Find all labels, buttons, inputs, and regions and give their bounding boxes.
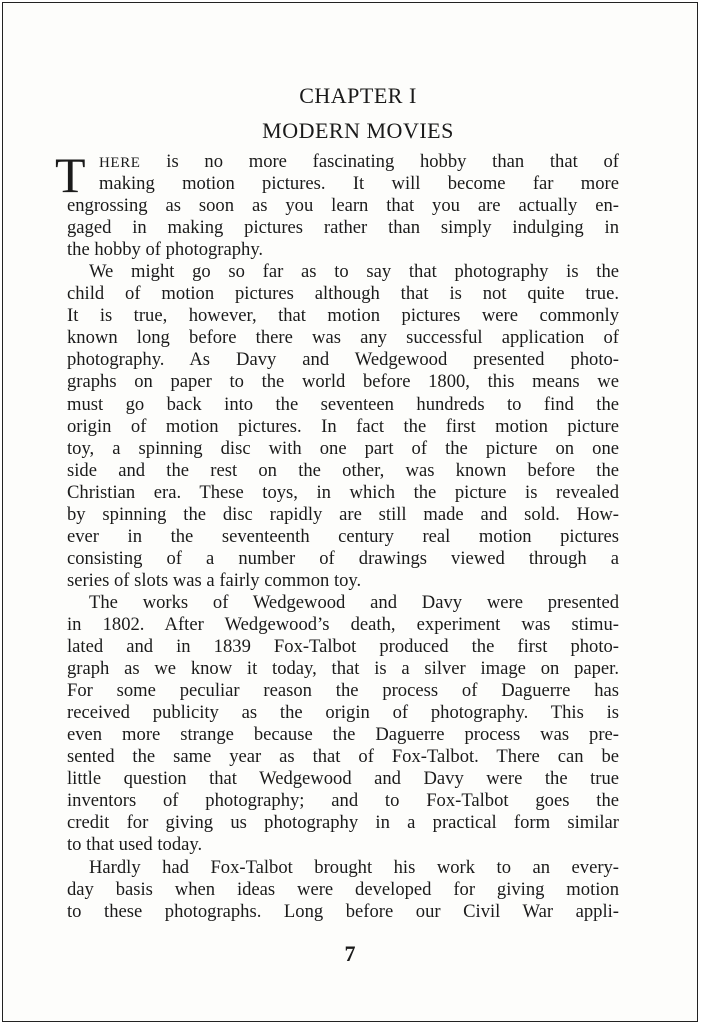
text-line: credit for giving us photography in a practical form similar	[67, 812, 619, 834]
page-number: 7	[344, 941, 356, 966]
text-line: to that used today.	[67, 834, 203, 856]
text-line: photography. As Davy and Wedgewood presented photo-	[67, 349, 619, 371]
text-line: must go back into the seventeen hundreds to find the	[67, 393, 619, 415]
text-line: toy, a spinning disc with one part of the picture on one	[67, 437, 619, 459]
body-text	[55, 147, 619, 923]
text-line: series of slots was a fairly common toy.	[67, 569, 362, 591]
text-line: gaged in making pictures rather than simply indulging in	[67, 217, 619, 239]
text-line: the hobby of photography.	[67, 239, 264, 261]
text-line: even more strange because the Daguerre process was pre-	[67, 724, 619, 746]
drop-cap: T	[55, 147, 86, 203]
chapter-title: MODERN MOVIES	[262, 118, 454, 143]
text-line: For some peculiar reason the process of Daguerre has	[67, 680, 619, 702]
text-line: origin of motion pictures. In fact the first motion picture	[67, 415, 619, 437]
book-page	[2, 2, 698, 1022]
text-line: HERE is no more fascinating hobby than that of	[99, 151, 619, 172]
drop-cap-rest: HERE	[99, 155, 141, 171]
text-line: sented the same year as that of Fox-Talbot. There can be	[67, 746, 619, 768]
paragraph-3	[67, 592, 619, 857]
text-line: by spinning the disc rapidly are still made and sold. How-	[67, 503, 619, 525]
text-line: to these photographs. Long before our Civil War appli-	[67, 900, 619, 922]
text-line: side and the rest on the other, was known before the	[67, 459, 619, 481]
text-line: ever in the seventeenth century real motion pictures	[67, 525, 619, 547]
paragraph-1	[55, 147, 619, 261]
text-line: Hardly had Fox-Talbot brought his work to an every-	[89, 856, 619, 878]
text-line: consisting of a number of drawings viewed through a	[67, 547, 619, 569]
text-line: in 1802. After Wedgewood’s death, experiment was stimu-	[67, 613, 619, 635]
text-line: graph as we know it today, that is a silver image on paper.	[67, 658, 619, 680]
chapter-label: CHAPTER I	[299, 83, 417, 108]
text-line: child of motion pictures although that is not quite true.	[67, 283, 619, 305]
text-line: day basis when ideas were developed for giving motion	[67, 878, 619, 900]
text-line: engrossing as soon as you learn that you are actually en-	[67, 195, 619, 217]
text-line: We might go so far as to say that photography is the	[89, 261, 619, 283]
paragraph-4	[67, 857, 619, 923]
text-line: The works of Wedgewood and Davy were presented	[89, 591, 619, 613]
paragraph-2	[67, 261, 619, 592]
text-line: inventors of photography; and to Fox-Talbot goes the	[67, 790, 619, 812]
text-line: lated and in 1839 Fox-Talbot produced the first photo-	[67, 636, 619, 658]
text-line: known long before there was any successful application of	[67, 327, 619, 349]
text-line: little question that Wedgewood and Davy were the true	[67, 768, 619, 790]
text-line: It is true, however, that motion pictures were commonly	[67, 305, 619, 327]
text-line: received publicity as the origin of photography. This is	[67, 702, 619, 724]
text-line: graphs on paper to the world before 1800, this means we	[67, 371, 619, 393]
text-line: making motion pictures. It will become far more	[99, 173, 619, 195]
text-line: Christian era. These toys, in which the picture is revealed	[67, 481, 619, 503]
